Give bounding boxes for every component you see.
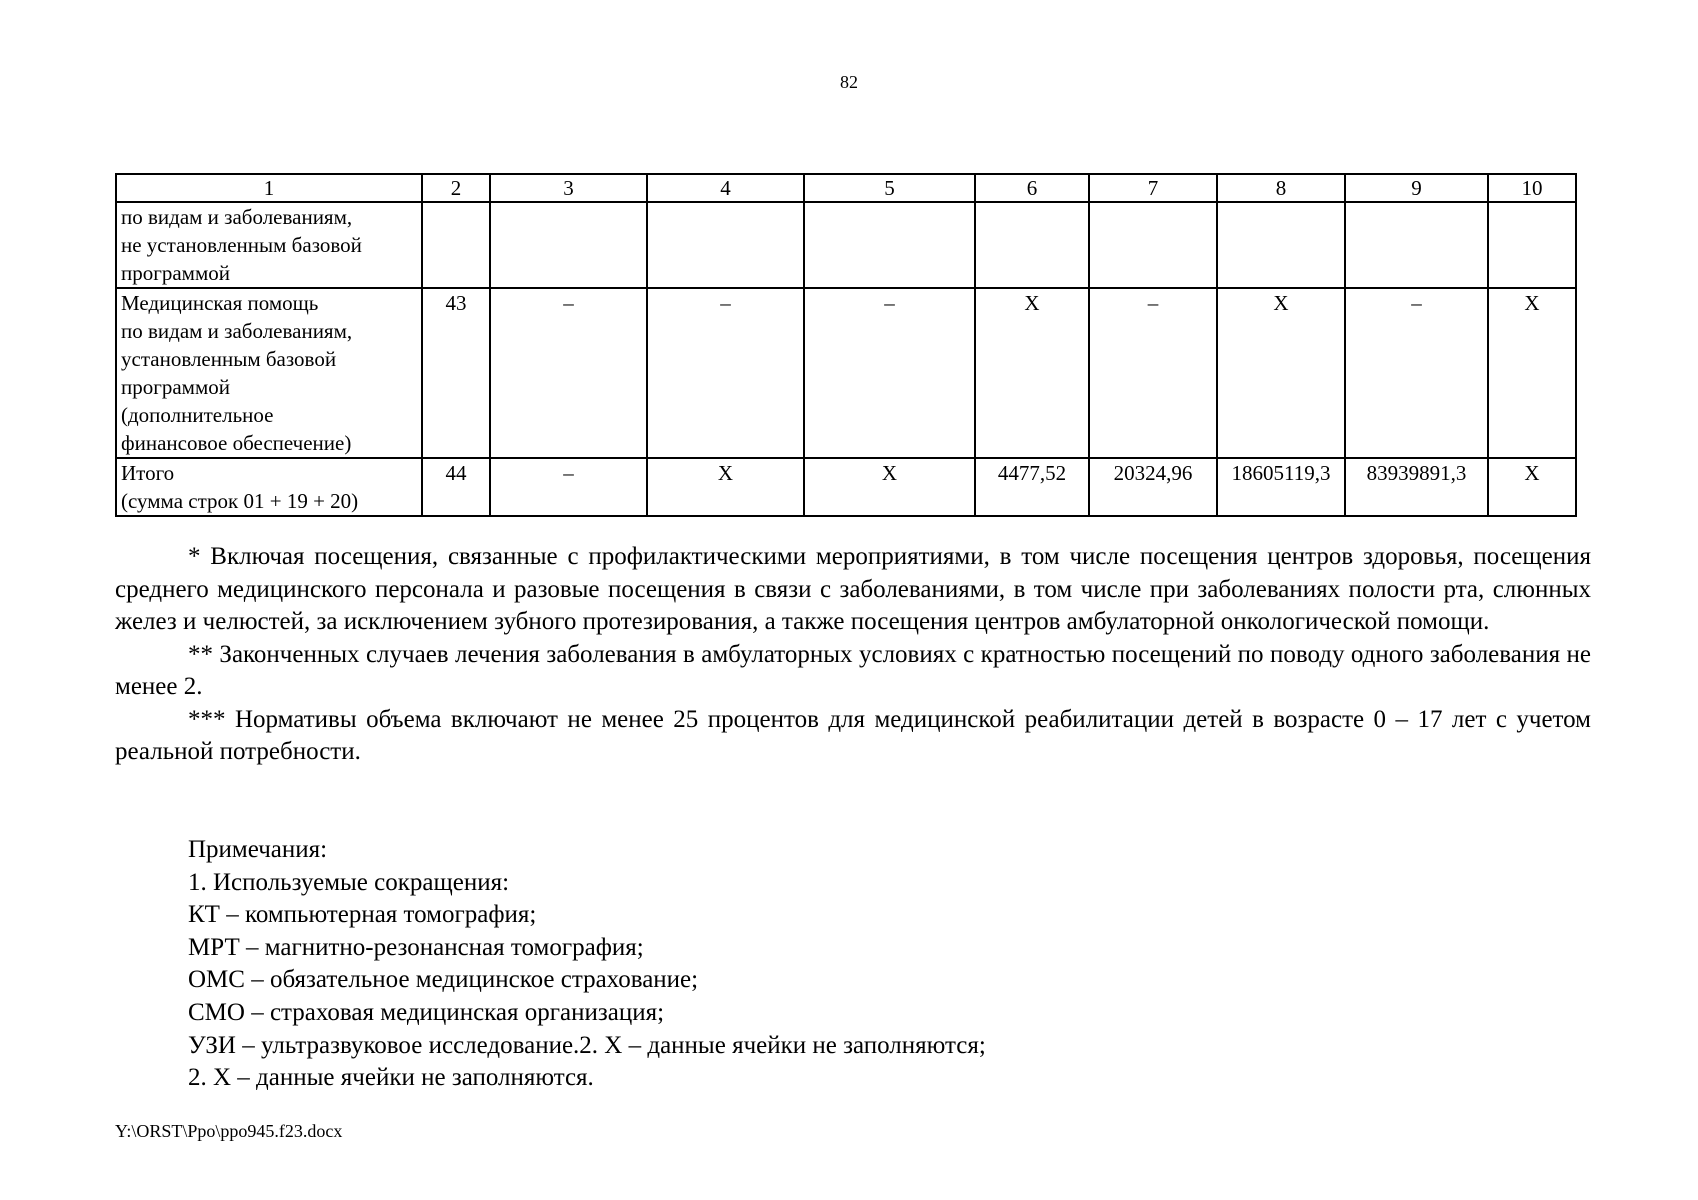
table-cell: X [1488,288,1576,458]
header-cell: 7 [1089,174,1217,202]
header-cell: 1 [116,174,422,202]
table-cell [1089,202,1217,288]
row-label-line: программой [121,375,230,399]
table-cell: X [1217,288,1345,458]
table-row [116,458,1576,516]
table-cell: X [975,288,1089,458]
table-cell [975,202,1089,288]
row-label-line: (сумма строк 01 + 19 + 20) [121,489,359,513]
header-cell: 4 [647,174,804,202]
table-cell [647,202,804,288]
header-cell: 8 [1217,174,1345,202]
table-cell [1488,202,1576,288]
table-header-row [116,174,1576,202]
row-label-line: программой [121,261,230,285]
table-cell: 83939891,3 [1345,458,1488,516]
footnotes [115,541,1591,769]
table-cell: X [647,458,804,516]
table-cell: – [490,458,647,516]
table-cell: 20324,96 [1089,458,1217,516]
table-cell: – [1345,288,1488,458]
row-label-cell [116,458,422,516]
header-cell: 5 [804,174,975,202]
table-cell [490,202,647,288]
note-line: КТ – компьютерная томография; [188,901,537,929]
table-cell [1345,202,1488,288]
header-cell: 2 [422,174,490,202]
note-line: 2. X – данные ячейки не заполняются. [188,1064,594,1092]
header-cell: 3 [490,174,647,202]
header-cell: 9 [1345,174,1488,202]
table-cell: – [490,288,647,458]
table-cell: 44 [422,458,490,516]
row-label-line: финансовое обеспечение) [121,431,352,455]
table-cell [804,202,975,288]
row-label-line: (дополнительное [121,403,274,427]
table-cell: X [804,458,975,516]
table-row [116,288,1576,458]
row-label-line: Итого [121,461,175,485]
notes-title: Примечания: [188,836,328,863]
table-cell: 4477,52 [975,458,1089,516]
header-cell: 6 [975,174,1089,202]
row-label-cell [116,202,422,288]
table-cell: 43 [422,288,490,458]
note-line: ОМС – обязательное медицинское страхование; [188,966,699,994]
note-line: 1. Используемые сокращения: [188,868,510,896]
page-number: 82 [840,72,858,92]
table-cell: 18605119,3 [1217,458,1345,516]
table-row [116,202,1576,288]
data-table [115,173,1577,517]
table-cell: – [647,288,804,458]
footnote: ** Законченных случаев лечения заболевания в амбулаторных условиях с кратностью посещений по поводу одного заболевания не менее 2. [115,640,1591,700]
file-path-footer: Y:\ORST\Ppo\ppo945.f23.docx [115,1121,343,1141]
notes-section [188,834,1588,1095]
footnote: *** Нормативы объема включают не менее 25 процентов для медицинской реабилитации детей в возрасте 0 – 17 лет с учетом реальной потребности. [115,705,1591,765]
table-cell [1217,202,1345,288]
note-line: СМО – страховая медицинская организация; [188,998,665,1026]
table-cell: X [1488,458,1576,516]
footnote: * Включая посещения, связанные с профилактическими мероприятиями, в том числе посещения центров здоровья, посещения среднего медицинского персонала и разовые посещения в связи с заболеваниями, в том числе при заболеваниях полости рта, слюнных желез и челюстей, за исключением зубного протезирования, а также посещения центров амбулаторной онкологической помощи. [115,543,1591,635]
row-label-line: не установленным базовой [121,233,362,257]
table-cell: – [1089,288,1217,458]
row-label-cell [116,288,422,458]
row-label-line: установленным базовой [121,347,337,371]
row-label-line: Медицинская помощь [121,291,319,315]
note-line: УЗИ – ультразвуковое исследование.2. X – данные ячейки не заполняются; [188,1031,986,1059]
row-label-line: по видам и заболеваниям, [121,205,353,229]
note-line: МРТ – магнитно-резонансная томография; [188,933,644,961]
table-cell: – [804,288,975,458]
header-cell: 10 [1488,174,1576,202]
table-cell [422,202,490,288]
row-label-line: по видам и заболеваниям, [121,319,353,343]
